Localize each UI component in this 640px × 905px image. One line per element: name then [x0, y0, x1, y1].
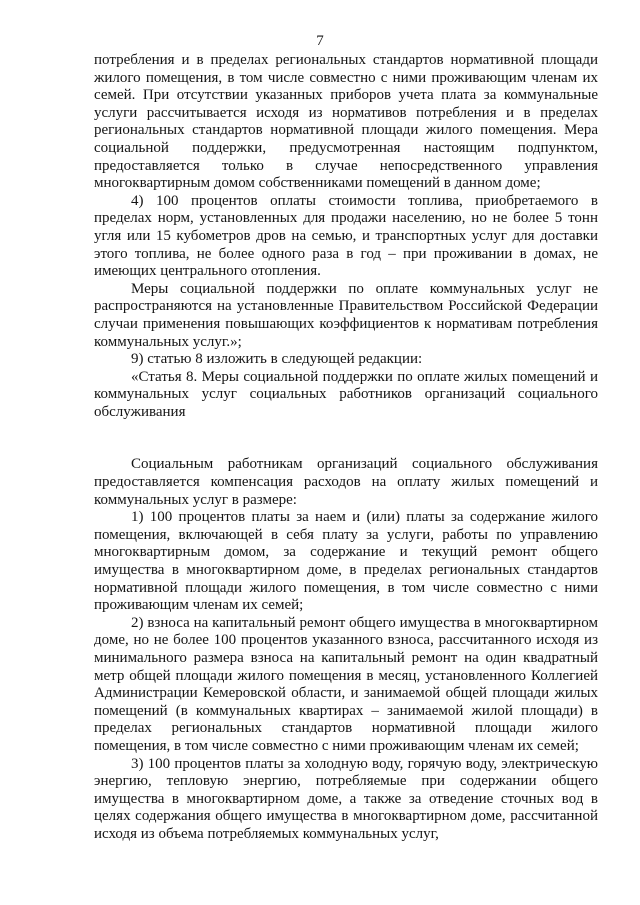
paragraph-item-4: 4) 100 процентов оплаты стоимости топлива, приобретаемого в пределах норм, установленных для продажи населению, но не более 5 тонн угля или 15 кубометров дров на семью, и транспортных услуг для доставки этого топлива, не более одного раза в год – при проживании в домах, не имеющих центрального отопления.: [94, 192, 598, 280]
paragraph-continuation: потребления и в пределах региональных стандартов нормативной площади жилого помещения, в том числе совместно с ними проживающим членам их семей. При отсутствии указанных приборов учета плата за коммунальные услуги рассчитывается исходя из нормативов потребления и в пределах региональных стандартов нормативной площади жилого помещения. Мера социальной поддержки, предусмотренная настоящим подпунктом, предоставляется только в случае непосредственного управления многоквартирным домом собственниками помещений в данном доме;: [94, 52, 598, 192]
article-8-item-3: 3) 100 процентов платы за холодную воду, горячую воду, электрическую энергию, тепловую энергию, потребляемые при содержании общего имущества в многоквартирном доме, а также за отведение сточных вод в целях содержания общего имущества в многоквартирном доме, рассчитанной исходя из объема потребляемых коммунальных услуг,: [94, 755, 598, 842]
paragraph-item-9: 9) статью 8 изложить в следующей редакции:: [131, 351, 423, 368]
article-8-item-2: 2) взноса на капитальный ремонт общего имущества в многоквартирном доме, но не более 100 процентов указанного взноса, рассчитанного исходя из минимального размера взноса на капитальный ремонт на один квадратный метр общей площади жилого помещения в месяц, установленного Коллегией Администрации Кемеровской области, и занимаемой общей площади жилых помещений (в коммунальных квартирах – занимаемой жилой площади) в пределах региональных стандартов нормативной площади жилого помещения, в том числе совместно с ними проживающим членам их семей;: [94, 614, 598, 754]
page-number: 7: [316, 33, 324, 49]
spacer: [94, 421, 598, 456]
article-8-heading: «Статья 8. Меры социальной поддержки по оплате жилых помещений и коммунальных услуг социальных работников организаций социального обслуживания: [94, 368, 598, 420]
article-8-item-1: 1) 100 процентов платы за наем и (или) платы за содержание жилого помещения, включающей в себя плату за услуги, работы по управлению многоквартирным домом, за содержание и текущий ремонт общего имущества в многоквартирном доме, в пределах региональных стандартов нормативной площади жилого помещения, в том числе совместно с ними проживающим членам их семей;: [94, 509, 598, 614]
document-body: [94, 52, 598, 844]
article-8-intro: Социальным работникам организаций социального обслуживания предоставляется компенсация расходов на оплату жилых помещений и коммунальных услуг в размере:: [94, 456, 598, 508]
paragraph-note: Меры социальной поддержки по оплате коммунальных услуг не распространяются на установленные Правительством Российской Федерации случаи применения повышающих коэффициентов к нормативам потребления коммунальных услуг.»;: [94, 280, 598, 350]
